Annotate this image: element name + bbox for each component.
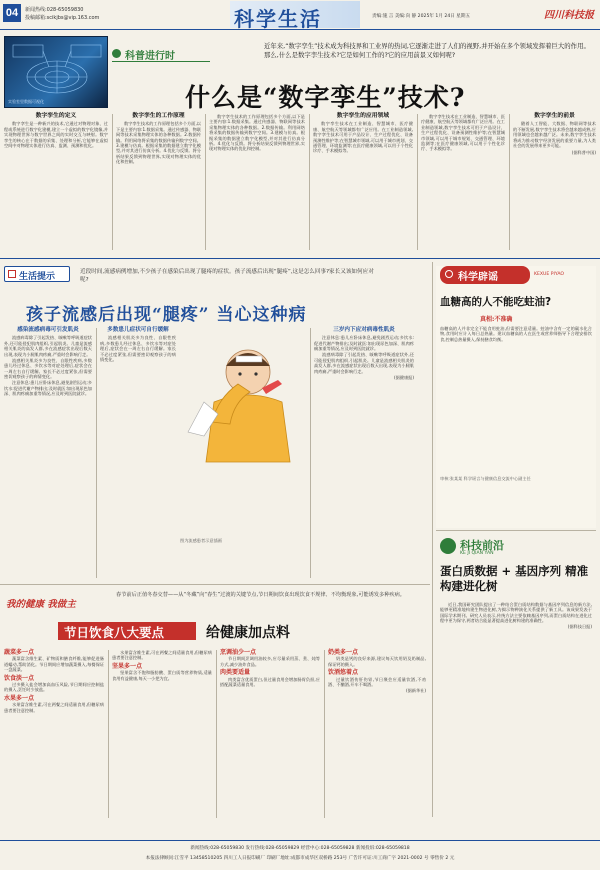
section-text: 流感病毒除了引起发热、咳嗽等呼吸道症状外,还可能侵犯肌肉组织,引起肌炎。儿童是流感相关肌炎的高发人群,多在流感症状出现后数天出现,表现为小腿肌肉疼痛,严重时会影响行走。 (314, 352, 414, 374)
column-6 (513, 114, 596, 156)
kicker-dot-icon (112, 49, 121, 58)
top-story-headline: 什么是“数字孪生”技术? (185, 83, 466, 112)
explain-header (440, 266, 530, 284)
section-text: 流感病毒除了引起发热、咳嗽等呼吸道症状外,还可能侵犯肌肉组织,引起肌炎。儿童是流感相关肌炎的高发人群,多在流感症状出现后数天出现,表现为小腿肌肉疼痛,严重时会影响行走。 (4, 335, 92, 357)
engine-wireframe-icon (5, 37, 108, 108)
section-text: 数字孪生技术的工作原理包括多个方面,以下是主要内容:1.数据采集。通过传感器、物联网等技术采集物理实体的各种数据。2.数据传输。利用网络将采集的数据传输到数字空间。3.建模与仿真。根据采集的数据建立数字化模型,并对其进行仿真分析。4.优化与反馈。将分析结果反馈到物理世界,实现对物理实体的优化和控制。 (116, 121, 201, 165)
health-column-3 (314, 328, 414, 380)
diet-intro: 春节前后正值冬春交替——从“冬藏”向“春生”过渡的关键节点,节日期间饮食出现饮食不规律、不均衡现象,可能诱发多种疾病。 (116, 592, 405, 598)
image-caption: 实验室里数据可视化 (8, 99, 44, 104)
frontier (436, 534, 596, 818)
diet-item-text: 蔬菜富含维生素、矿物质和膳食纤维,能够促进肠道蠕动,帮助消化。节日期间应增加蔬菜摄入,每餐保证一盘蔬菜。 (4, 656, 104, 673)
diet-item-text: 肉类富含优质蛋白,但过量食用会增加肠胃负担,应搭配蔬菜适量食用。 (220, 676, 320, 688)
diet-item-text: 坚果富含不饱和脂肪酸、蛋白质等营养物质,适量食用有益健康,每天一小把为宜。 (112, 670, 212, 681)
column-4 (313, 114, 413, 155)
diet-item-title: 肉类要适量 (220, 669, 251, 677)
diet-item-title: 饮酒悠着点 (328, 669, 359, 677)
top-story-deck: 近年来,“数字孪生”技术成为科技界和工业界的热词,它逐渐走进了人们的视野,并开始在多个领域发挥着巨大的作用。那么,什么是数字孪生技术?它是如何工作的?它的应用前景又如何呢? (264, 42, 590, 59)
diet-headline-right: 给健康加点料 (206, 625, 290, 641)
explain-header-sub: KEXUE PIYAO (534, 272, 565, 277)
column-2 (116, 114, 201, 165)
frontier-header-icon (440, 538, 456, 554)
diet-item-text: 节日期间烹调用油较多,应尽量采用蒸、煮、炖等方式,减少油炸食品。 (220, 656, 320, 667)
section-text: 注意休息:患儿应卧床休息,避免剧烈运动;多饮水:促进代谢产物排出;及时就医:如出现尿色加深、肌肉疼痛加重等情况,应及时到医院就诊。 (4, 380, 92, 397)
health-deck: 近段时间,流感病例增加,不少孩子在感染后出现了腿疼的症状。孩子流感后出现“腿疼”,这是怎么回事?家长又该如何应对呢? (80, 269, 374, 283)
diet-item-title: 奶类多一点 (328, 649, 359, 656)
kicker-badge (112, 46, 210, 62)
illustration-caption: 图为流感患者示意插画 (180, 538, 222, 543)
section-heading: 数字孪生的工作原理 (132, 113, 185, 119)
section-text: 数字孪生技术在工业制造、智慧城市、医疗健康、航空航天等领域都有广泛应用。在工业制造领域,数字孪生技术可用于产品设计、生产过程优化、设备预测性维护等;在智慧城市领域,可以用于城市规划、交通管理、环境监测等;在医疗健康领域,可以用于个性化诊疗、手术模拟等。 (313, 121, 413, 154)
section-heading: 三岁内下应对病毒性肌炎 (333, 327, 395, 333)
page-number: 04 (3, 4, 21, 22)
frontier-text (440, 602, 592, 630)
section-heading: 数字孪生的应用领域 (336, 113, 390, 119)
science-explain (436, 266, 596, 528)
diet-headline-left-box (58, 622, 196, 640)
paper-name: 四川科技报 (544, 10, 594, 21)
diet-item-text: 水果富含维生素,可在两餐之间适量食用,但糖尿病患者要注意控制。 (4, 702, 104, 713)
tag-badge (4, 266, 70, 282)
column-5 (421, 114, 505, 153)
explain-text: 血糖高的人并非完全不能食用蛀油,但需要注意适量。蛀油中含有一定的碳水化合物,食用时应计入每日总热量。建议血糖高的人在医生或营养师指导下合理安排饮食,控制总热量摄入,保持膳食均衡。 (440, 326, 592, 342)
section-text: 注意休息:患儿应卧床休息,避免剧烈运动;多饮水:促进代谢产物排出;及时就医:如出现尿色加深、肌肉疼痛加重等情况,应及时到医院就诊。 (314, 335, 414, 352)
diet-item-title: 坚果多一点 (112, 662, 143, 670)
editor-line-2: 投稿邮箱:scikjbs@vip.163.com (25, 15, 100, 21)
section-heading: 感染流感病毒可引发肌炎 (17, 327, 79, 333)
sick-child-illustration (178, 332, 306, 472)
section-heading: 多数患儿症状可自行缓解 (107, 327, 169, 333)
magnifier-icon (445, 270, 453, 278)
diet-story (0, 588, 430, 828)
source-line: (据科技日报) (567, 624, 592, 630)
section-heading: 数字孪生的定义 (35, 113, 77, 119)
section-heading: 数字孪生的前景 (534, 113, 575, 119)
health-column-2 (100, 328, 176, 363)
diet-item-text: 奶类是钙的良好来源,建议每天饮用奶及奶制品,保证钙的摄入。 (328, 656, 426, 667)
section-text: 数字孪生是一种新兴的技术,它通过对物理对象、过程或系统进行数字化建模,建立一个虚拟的数字化镜像,并实现物理世界与数字世界之间的实时交互与映射。数字孪生的核心在于数据的采集、处理和分析,它能够在虚拟空间中对物理实体进行仿真、监测、预测和优化。 (4, 121, 108, 149)
kicker-label: 科普进行时 (125, 51, 175, 62)
source-line: (据新华社) (405, 688, 426, 694)
section-text: 流感相关肌炎多为良性、自限性疾病,多数患儿经过休息、多饮水等对症处理后,症状会在一周左右自行缓解。家长不必过度紧张,但需要密切观察孩子的病情变化。 (100, 335, 176, 363)
checkbox-icon (8, 270, 16, 278)
footer-line-1: 新闻热线:028-65059830 发行热线:028-65059829 经营中心:028-65059828 新闻投诉:028-65059818 (190, 846, 410, 851)
diet-item-text: 过量饮酒伤肝伤胃,节日聚会应适量饮酒,不劝酒、不酗酒,开车不喝酒。 (328, 676, 426, 688)
diet-item-title: 蔬菜多一点 (4, 649, 35, 656)
frontier-paragraph: 近日,我国研究团队提出了一种结合蛋白质结构数据与基因序列信息的新方法,能够更精准地构建生物进化树,为揭示物种演化关系提供了新工具。该成果发表于国际学术期刊。研究人员表示,传统方法主要依赖基因序列,而蛋白质结构在进化过程中更为保守,两者结合能显著提高进化树构建的准确性。 (440, 602, 592, 624)
frontier-headline: 蛋白质数据 + 基因序列 精准构建进化树 (440, 564, 589, 593)
explain-header-label: 科学辟谣 (458, 272, 498, 283)
diet-slogan: 我的健康 我做主 (6, 599, 76, 610)
diet-column-3 (220, 650, 320, 688)
issue-meta: 责编:施 言 美编:向 静 2025年 1月 24日 星期五 (372, 14, 471, 19)
editor-line-1: 新闻热线:028-65059830 (25, 7, 84, 13)
section-title-banner (230, 1, 360, 31)
diet-column-1 (4, 650, 104, 714)
health-headline: 孩子流感后出现“腿疼” 当心这种病 (26, 305, 307, 325)
masthead (0, 0, 600, 30)
frontier-header: 科技前沿 (460, 539, 504, 552)
footer (0, 840, 600, 870)
explain-note: 审核:张某某 科学谣言与健康信息交流中心副主任 (440, 476, 531, 481)
diet-headline-left: 节日饮食八大要点 (64, 625, 165, 640)
health-story (0, 262, 430, 582)
column-3 (209, 114, 305, 153)
section-text: 流感相关肌炎多为良性、自限性疾病,多数患儿经过休息、多饮水等对症处理后,症状会在一周左右自行缓解。家长不必过度紧张,但需要密切观察孩子的病情变化。 (4, 357, 92, 380)
frontier-header-sub: KE JI QIAN YAN (460, 551, 494, 556)
digital-twin-image (4, 36, 108, 108)
diet-column-4 (328, 650, 426, 694)
section-text: 随着人工智能、大数据、物联网等技术的不断发展,数字孪生技术将会越来越成熟,应用领域也会越来越广泛。未来,数字孪生技术将成为推动数字经济发展的重要力量,为人类社会的发展带来更多可能。 (513, 121, 596, 149)
diet-item-text: 水果富含维生素,可在两餐之间适量食用,但糖尿病患者要注意控制。 (112, 650, 212, 661)
source-line: (据健康报) (393, 374, 414, 380)
diet-item-text: 过多摄入盐会增加高血压风险,节日期间应控制盐的摄入,烹饪时少放盐。 (4, 682, 104, 693)
diet-column-2 (112, 650, 212, 682)
footer-line-2: 本报法律顾问:江雪平 13458510205 四川工人日报印刷厂 印刷厂地址:成都市成华区双桥路 253号 广告许可证:川工商广字 2021-0002 号 零售价 2 元 (145, 856, 455, 861)
section-title: 科学生活 (234, 7, 322, 31)
top-story (0, 32, 600, 257)
section-text: 数字孪生技术在工业制造、智慧城市、医疗健康、航空航天等领域都有广泛应用。在工业制造领域,数字孪生技术可用于产品设计、生产过程优化、设备预测性维护等;在智慧城市领域,可以用于城市规划、交通管理、环境监测等;在医疗健康领域,可以用于个性化诊疗、手术模拟等。 (421, 114, 505, 152)
explain-question: 血糖高的人不能吃蛀油? (440, 296, 552, 308)
diet-item-title: 饮食淡一点 (4, 674, 35, 682)
diet-item-title: 水果多一点 (4, 694, 35, 702)
column-1 (4, 114, 108, 149)
explain-answer-tag: 真相:不准确 (480, 316, 513, 323)
tag-label: 生活提示 (19, 272, 56, 282)
diet-item-title: 烹调油少一点 (220, 649, 257, 656)
source-line: (据科普中国) (571, 150, 596, 156)
health-column-1 (4, 328, 92, 397)
section-text: 数字孪生技术的工作原理包括多个方面,以下是主要内容:1.数据采集。通过传感器、物联网等技术采集物理实体的各种数据。2.数据传输。利用网络将采集的数据传输到数字空间。3.建模与仿真。根据采集的数据建立数字化模型,并对其进行仿真分析。4.优化与反馈。将分析结果反馈到物理世界,实现对物理实体的优化和控制。 (209, 114, 305, 152)
